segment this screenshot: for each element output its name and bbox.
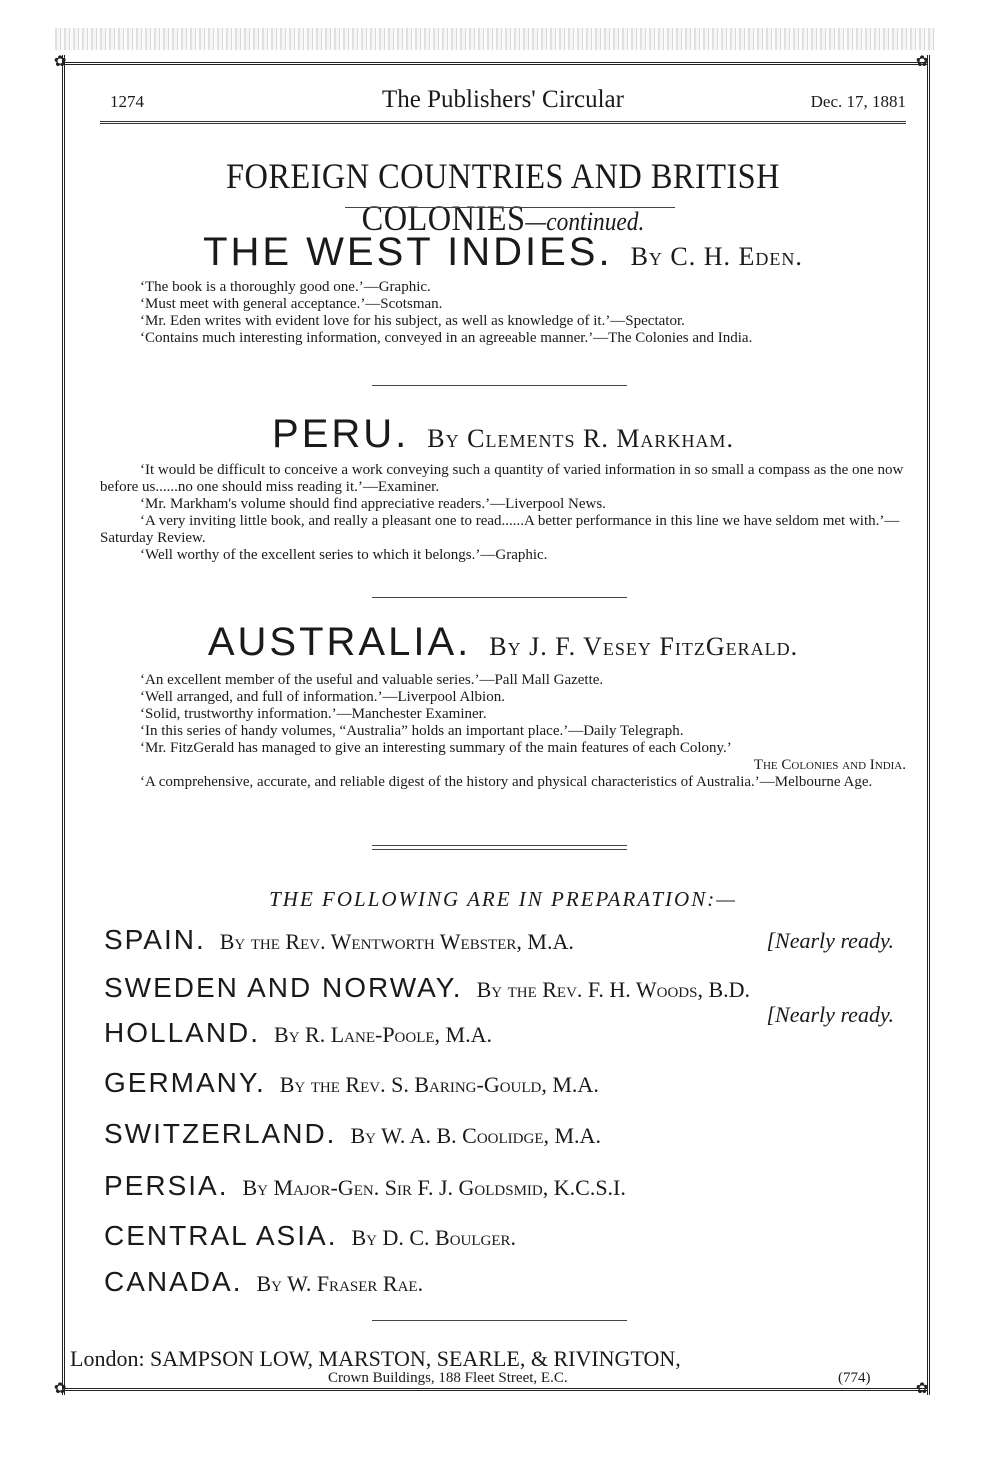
review-quote: ‘Mr. Eden writes with evident love for his subject, as well as knowledge of it.’—Spectator. (140, 313, 685, 329)
running-header (100, 86, 906, 116)
double-divider (372, 845, 627, 850)
page-number: 1274 (110, 92, 144, 111)
review-quote: ‘Mr. FitzGerald has managed to give an interesting summary of the main features of each Colony.’ (140, 740, 732, 756)
prep-item-central-asia: CENTRAL ASIA. By D. C. Boulger. (104, 1220, 517, 1251)
availability-note: [Nearly ready. (766, 1002, 894, 1027)
section-title: FOREIGN COUNTRIES AND BRITISH COLONIES—continued. (226, 156, 780, 238)
review-quote: ‘In this series of handy volumes, “Australia” holds an important place.’—Daily Telegraph. (140, 723, 684, 739)
review-quote: ‘Mr. Markham's volume should find appreciative readers.’—Liverpool News. (140, 496, 606, 512)
review-quote: ‘Contains much interesting information, conveyed in an agreeable manner.’—The Colonies and India. (140, 330, 753, 346)
prep-item-persia: PERSIA. By Major-Gen. Sir F. J. Goldsmid, K.C.S.I. (104, 1170, 626, 1201)
publisher-line: London: SAMPSON LOW, MARSTON, SEARLE, & RIVINGTON, (70, 1346, 681, 1371)
top-print-band (55, 28, 935, 50)
divider (372, 385, 627, 386)
preparation-heading: THE FOLLOWING ARE IN PREPARATION:— (269, 887, 737, 911)
review-quote: ‘An excellent member of the useful and valuable series.’—Pall Mall Gazette. (140, 672, 604, 688)
book-heading-australia: AUSTRALIA. By J. F. Vesey FitzGerald. (207, 620, 799, 664)
corner-ornament-icon: ✿ (915, 52, 929, 70)
divider (345, 207, 675, 208)
corner-ornament-icon: ✿ (53, 52, 67, 70)
review-quote: ‘Must meet with general acceptance.’—Scotsman. (140, 296, 443, 312)
prep-item-canada: CANADA. By W. Fraser Rae. (104, 1266, 424, 1297)
publisher-address: Crown Buildings, 188 Fleet Street, E.C. (328, 1370, 568, 1386)
prep-item-switzerland: SWITZERLAND. By W. A. B. Coolidge, M.A. (104, 1118, 601, 1149)
journal-title: The Publishers' Circular (382, 86, 624, 113)
divider (372, 597, 627, 598)
prep-item-germany: GERMANY. By the Rev. S. Baring-Gould, M.A. (104, 1067, 599, 1098)
frame-rule-top (62, 62, 928, 65)
book-heading-peru: PERU. By Clements R. Markham. (272, 412, 734, 456)
prep-item-spain: SPAIN. By the Rev. Wentworth Webster, M.A. [Nearly ready. (104, 924, 894, 955)
corner-ornament-icon: ✿ (53, 1379, 67, 1397)
prep-item-sweden-norway: SWEDEN AND NORWAY. By the Rev. F. H. Woods, B.D. [Nearly ready. (104, 972, 894, 1027)
review-quote: ‘A comprehensive, accurate, and reliable digest of the history and physical characteristics of Australia.’—Melbourne Age. (140, 774, 873, 790)
section-title-suffix: —continued. (525, 207, 645, 236)
review-source: The Colonies and India. (753, 757, 906, 773)
reviews-peru (100, 462, 906, 564)
availability-note: [Nearly ready. (766, 928, 894, 953)
reviews-australia (100, 672, 906, 791)
review-quote: ‘The book is a thoroughly good one.’—Graphic. (140, 279, 431, 295)
corner-ornament-icon: ✿ (915, 1379, 929, 1397)
divider (372, 1320, 627, 1321)
advert-code: (774) (838, 1370, 871, 1386)
review-quote: ‘Well arranged, and full of information.’—Liverpool Albion. (140, 689, 505, 705)
issue-date: Dec. 17, 1881 (810, 92, 906, 111)
review-quote: ‘It would be difficult to conceive a work conveying such a quantity of varied information in so small a compass as the one now before us......no one should miss reading it.’—Examiner. (100, 462, 904, 495)
book-heading-west-indies: THE WEST INDIES. By C. H. Eden. (203, 230, 803, 274)
frame-rule-bottom (62, 1388, 928, 1391)
header-rule (100, 121, 906, 124)
reviews-west-indies (100, 279, 906, 347)
review-quote: ‘A very inviting little book, and really a pleasant one to read......A better performance in this line we have seldom met with.’—Saturday Review. (100, 513, 900, 546)
review-quote: ‘Solid, trustworthy information.’—Manchester Examiner. (140, 706, 487, 722)
prep-item-holland: HOLLAND. By R. Lane-Poole, M.A. (104, 1017, 492, 1048)
review-quote: ‘Well worthy of the excellent series to which it belongs.’—Graphic. (140, 547, 548, 563)
